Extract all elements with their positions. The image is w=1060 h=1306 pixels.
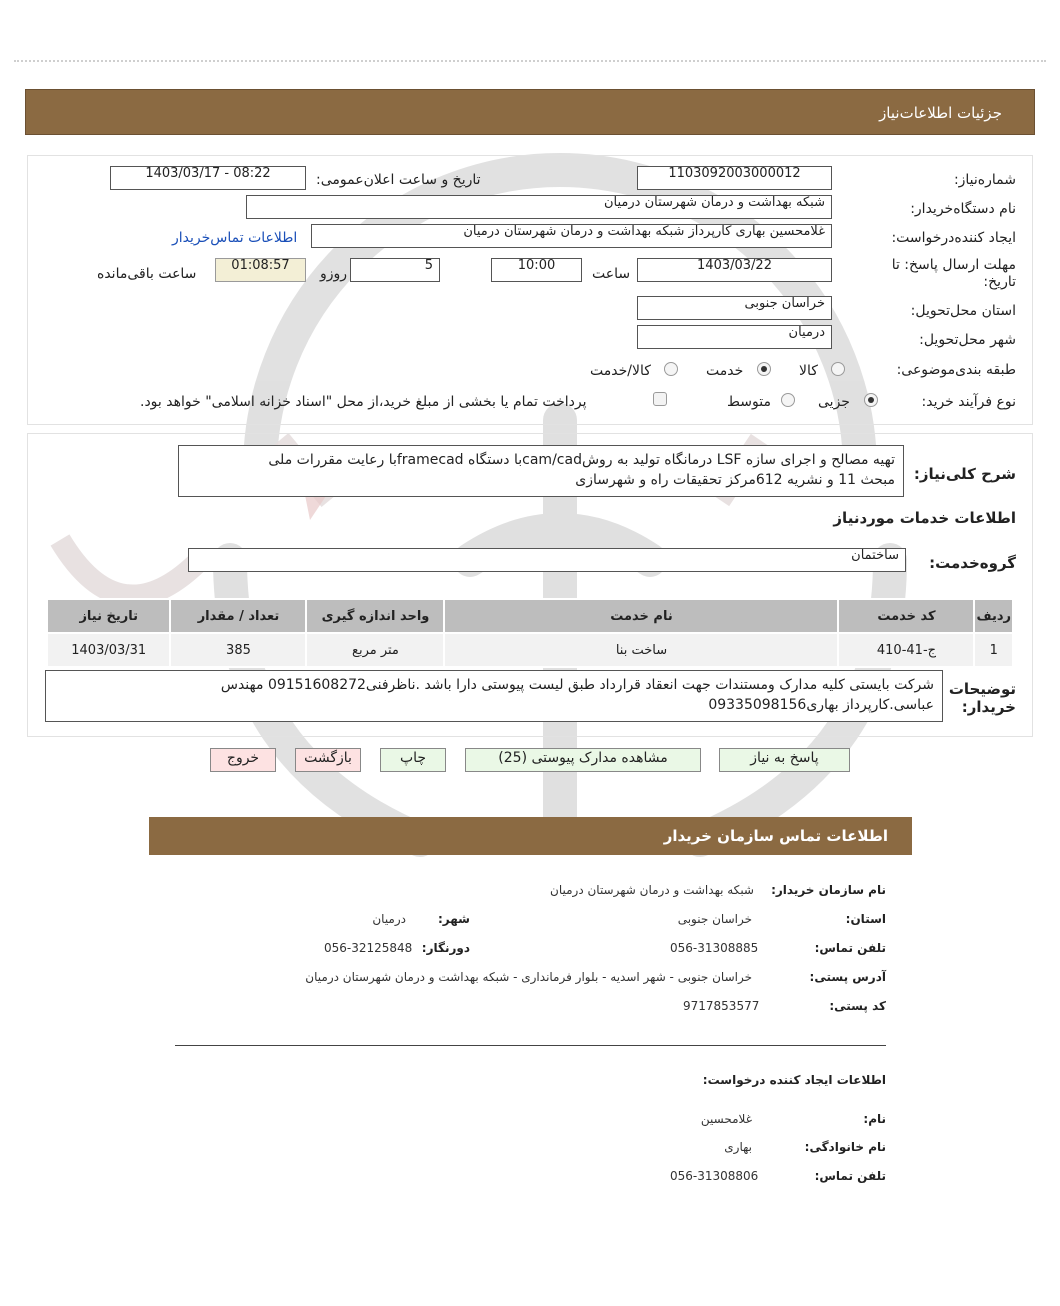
category-label: طبقه بندی‌موضوعی: — [896, 362, 1016, 378]
creator-field: غلامحسین بهاری کارپرداز شبکه بهداشت و درمان شهرستان درمیان — [311, 224, 832, 248]
days-label: روزو — [320, 266, 348, 282]
process-medium-radio[interactable] — [781, 393, 795, 407]
table-row — [47, 633, 1013, 667]
cell-service-name: ساخت بنا — [444, 633, 838, 667]
contact-header — [149, 817, 912, 855]
buyer-notes-box — [45, 670, 943, 722]
treasury-note: پرداخت تمام یا بخشی از مبلغ خرید،از محل "اسناد خزانه اسلامی" خواهد بود. — [140, 394, 587, 410]
cell-row: 1 — [974, 633, 1013, 667]
back-button[interactable]: بازگشت — [295, 748, 361, 772]
creator-family-value: بهاری — [724, 1140, 752, 1154]
deadline-label: مهلت ارسال پاسخ: تا تاریخ: — [891, 257, 1016, 290]
attachments-button[interactable]: مشاهده مدارک پیوستی (25) — [465, 748, 701, 772]
summary-line-2: مبحث 11 و نشریه 612مرکز تحقیقات راه و شهرسازی — [575, 472, 895, 488]
creator-phone-label: تلفن تماس: — [814, 1169, 886, 1183]
announce-field: 1403/03/17 - 08:22 — [110, 166, 306, 190]
announce-label: تاریخ و ساعت اعلان‌عمومی: — [316, 172, 481, 188]
contact-title: اطلاعات تماس سازمان خریدار — [663, 827, 888, 845]
cell-need-date: 1403/03/31 — [47, 633, 170, 667]
col-service-code: کد خدمت — [838, 599, 974, 633]
address-value: خراسان جنوبی - شهر اسدیه - بلوار فرمانداری - شبکه بهداشت و درمان شهرستان درمیان — [305, 970, 752, 984]
details-header — [25, 89, 1035, 135]
remaining-label: ساعت باقی‌مانده — [97, 266, 197, 282]
contact-divider — [175, 1045, 886, 1046]
category-service-label: خدمت — [706, 363, 744, 379]
need-number-label: شماره‌نیاز: — [953, 172, 1016, 188]
deadline-time-field: 10:00 — [491, 258, 582, 282]
contact-city-value: درمیان — [372, 912, 406, 926]
creator-name-value: غلامحسین — [700, 1112, 752, 1126]
contact-phone-value: 056-31308885 — [670, 941, 759, 955]
fax-value: 056-32125848 — [324, 941, 413, 955]
services-table-header — [47, 599, 1013, 633]
cell-quantity: 385 — [170, 633, 306, 667]
col-row: ردیف — [974, 599, 1013, 633]
process-medium-label: متوسط — [727, 394, 771, 410]
col-need-date: تاریخ نیاز — [47, 599, 170, 633]
print-button[interactable]: چاپ — [380, 748, 446, 772]
buyer-org-label: نام دستگاه‌خریدار: — [910, 201, 1016, 217]
hour-label: ساعت — [592, 266, 631, 282]
contact-city-label: شهر: — [438, 912, 470, 926]
postal-label: کد پستی: — [829, 999, 886, 1013]
deadline-date-field: 1403/03/22 — [637, 258, 832, 282]
province-field: خراسان جنوبی — [637, 296, 832, 320]
treasury-checkbox[interactable] — [653, 392, 667, 406]
buyer-notes-line-1: شرکت بایستی کلیه مدارک ومستندات جهت انعقاد قرارداد طبق لیست پیوستی دارا باشد .ناظرفنی09151608272 مهندس — [220, 677, 934, 693]
col-service-name: نام خدمت — [444, 599, 838, 633]
process-label: نوع فرآیند خرید: — [921, 394, 1016, 410]
creator-name-label: نام: — [863, 1112, 886, 1126]
creator-family-label: نام خانوادگی: — [804, 1140, 886, 1154]
process-minor-label: جزیی — [818, 394, 850, 410]
contact-province-label: استان: — [845, 912, 886, 926]
exit-button[interactable]: خروج — [210, 748, 276, 772]
creator-phone-value: 056-31308806 — [670, 1169, 759, 1183]
category-goods-service-radio[interactable] — [664, 362, 678, 376]
city-field: درمیان — [637, 325, 832, 349]
reply-button[interactable]: پاسخ به نیاز — [719, 748, 850, 772]
buyer-org-field: شبکه بهداشت و درمان شهرستان درمیان — [246, 195, 832, 219]
category-goods-service-label: کالا/خدمت — [590, 363, 651, 379]
col-quantity: تعداد / مقدار — [170, 599, 306, 633]
top-divider — [14, 60, 1046, 62]
address-label: آدرس پستی: — [809, 970, 886, 984]
services-heading: اطلاعات خدمات موردنیاز — [833, 509, 1016, 527]
city-label: شهر محل‌تحویل: — [919, 332, 1016, 348]
creator-heading: اطلاعات ایجاد کننده درخواست: — [702, 1073, 886, 1087]
remaining-time-field: 01:08:57 — [215, 258, 306, 282]
need-number-field: 1103092003000012 — [637, 166, 832, 190]
postal-value: 9717853577 — [683, 999, 760, 1013]
category-goods-radio[interactable] — [831, 362, 845, 376]
col-unit: واحد اندازه گیری — [306, 599, 444, 633]
summary-label: شرح کلی‌نیاز: — [913, 465, 1016, 483]
org-value: شبکه بهداشت و درمان شهرستان درمیان — [550, 883, 754, 897]
category-goods-label: کالا — [799, 363, 818, 379]
service-group-field: ساختمان — [188, 548, 906, 572]
contact-province-value: خراسان جنوبی — [677, 912, 752, 926]
process-minor-radio[interactable] — [864, 393, 878, 407]
fax-label: دورنگار: — [421, 941, 470, 955]
summary-line-1: تهیه مصالح و اجرای سازه LSF درمانگاه تولید به روشcam/cadبا دستگاه framecadبا رعایت مقررات ملی — [268, 452, 895, 468]
details-title: جزئیات اطلاعات‌نیاز — [879, 104, 1002, 122]
summary-box — [178, 445, 904, 497]
cell-unit: متر مربع — [306, 633, 444, 667]
org-label: نام سازمان خریدار: — [771, 883, 886, 897]
days-field: 5 — [350, 258, 440, 282]
buyer-contact-link[interactable]: اطلاعات تماس‌خریدار — [172, 230, 298, 246]
service-group-label: گروه‌خدمت: — [929, 554, 1016, 572]
cell-service-code: ج-41-410 — [838, 633, 974, 667]
buyer-notes-line-2: عباسی.کارپرداز بهاری09335098156 — [708, 697, 934, 713]
province-label: استان محل‌تحویل: — [910, 303, 1016, 319]
creator-label: ایجاد کننده‌درخواست: — [891, 230, 1016, 246]
category-service-radio[interactable] — [757, 362, 771, 376]
buyer-notes-label: توضیحات خریدار: — [948, 680, 1016, 716]
contact-phone-label: تلفن تماس: — [814, 941, 886, 955]
services-table — [46, 598, 1014, 668]
